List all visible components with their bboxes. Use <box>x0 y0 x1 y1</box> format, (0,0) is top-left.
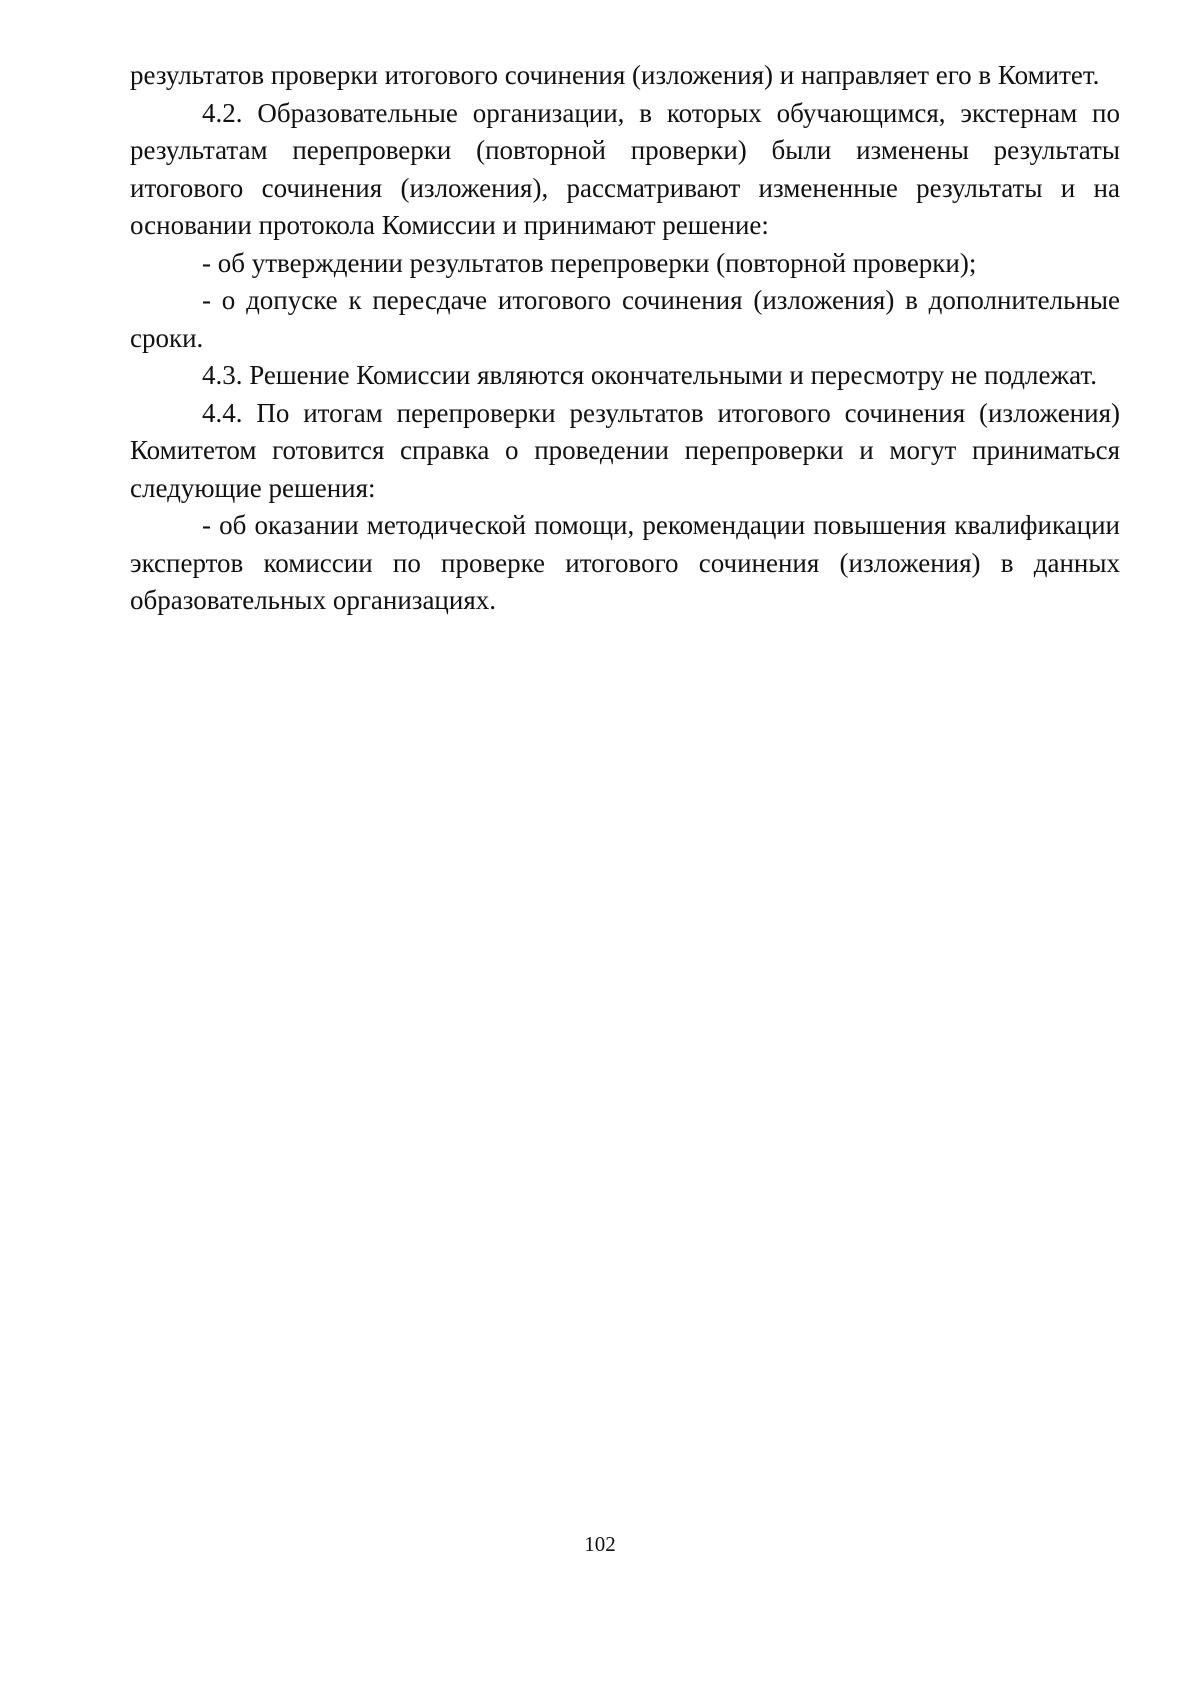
list-item-approve-results: - об утверждении результатов перепроверки (повторной проверки); <box>202 247 977 278</box>
paragraph-continuation: результатов проверки итогового сочинения (изложения) и направляет его в Комитет. <box>130 60 1100 90</box>
paragraph-4-2: 4.2. Образовательные организации, в которых обучающимся, экстернам по результатам перепроверки (повторной проверки) были изменены результаты итогового сочинения (изложения), рассматривают измененные результаты и на основании протокола Комиссии и принимают решение: <box>130 97 1120 240</box>
paragraph-4-3: 4.3. Решение Комиссии являются окончательными и пересмотру не подлежат. <box>202 360 1097 390</box>
paragraph-4-4: 4.4. По итогам перепроверки результатов итогового сочинения (изложения) Комитетом готовится справка о проведении перепроверки и могут приниматься следующие решения: <box>130 397 1120 503</box>
list-item-methodical-help: - об оказании методической помощи, рекомендации повышения квалификации экспертов комиссии по проверке итогового сочинения (изложения) в данных образовательных организациях. <box>130 510 1120 615</box>
list-item-admission-retake: - о допуске к пересдаче итогового сочинения (изложения) в дополнительные сроки. <box>130 285 1120 353</box>
body-text <box>130 57 1120 620</box>
page-number: 102 <box>584 1532 616 1556</box>
